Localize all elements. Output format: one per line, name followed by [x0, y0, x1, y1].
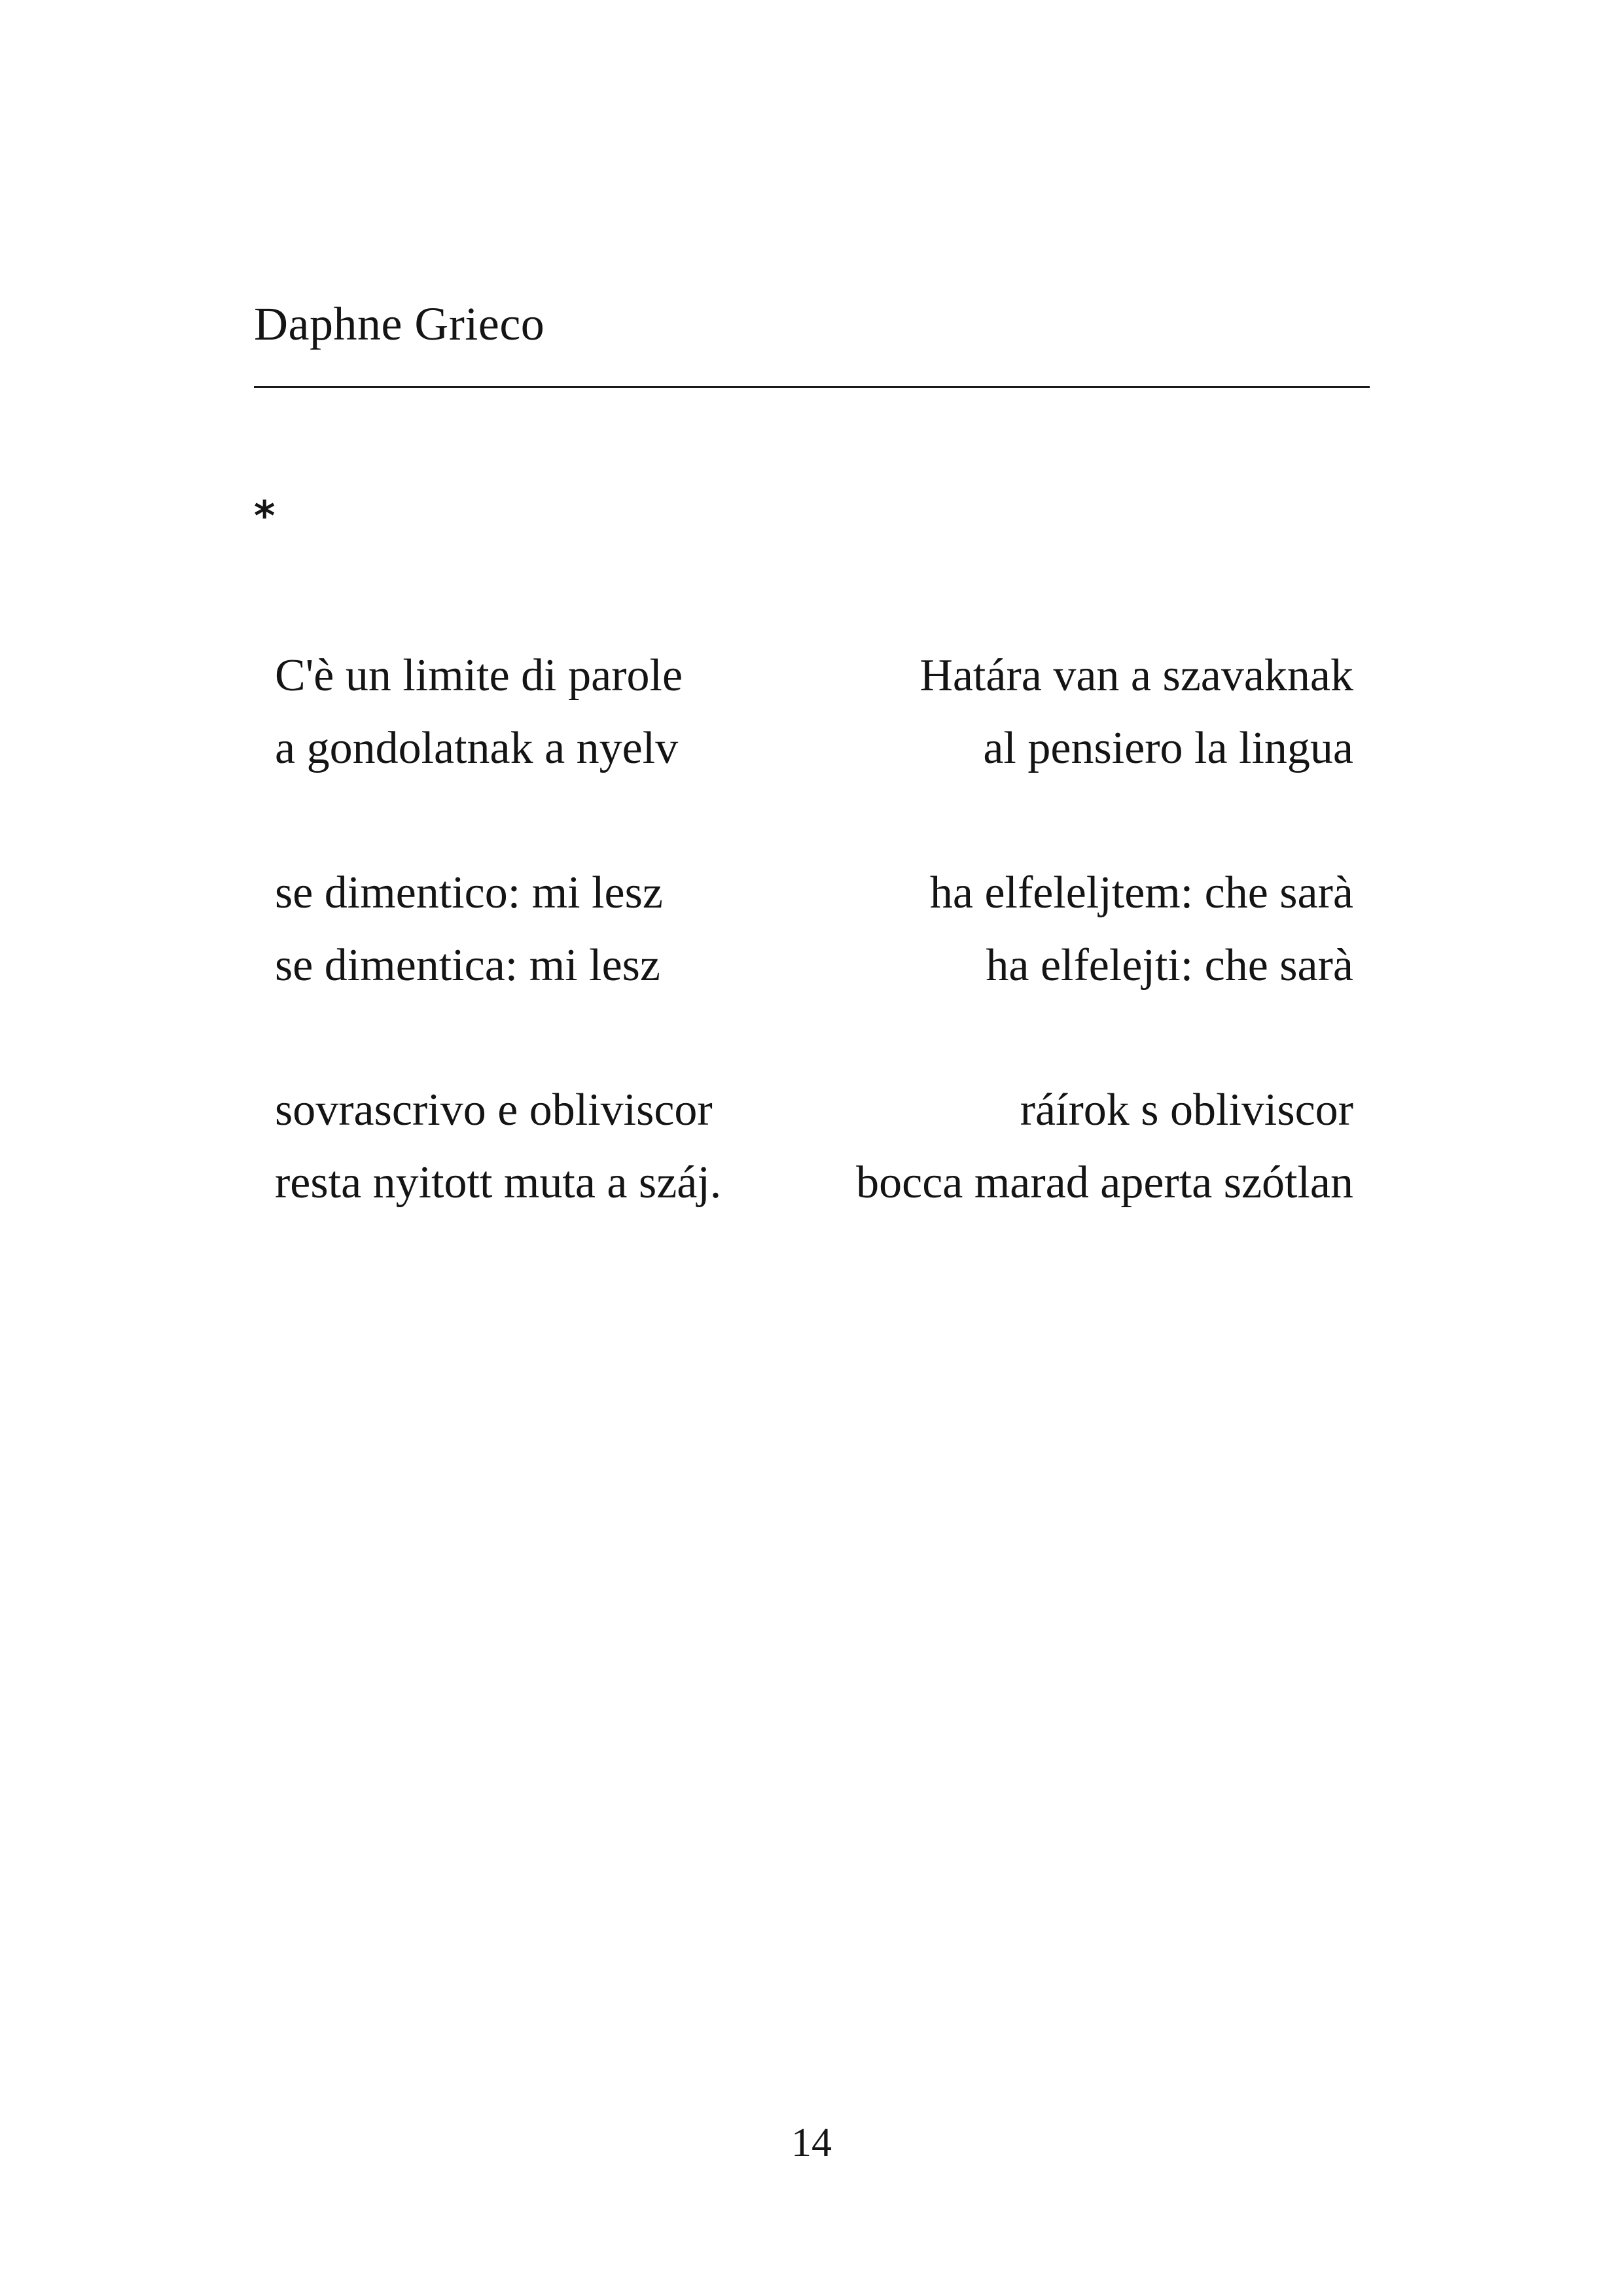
- poem-line: Határa van a szavaknak: [919, 650, 1353, 701]
- poem-line: C'è un limite di parole: [275, 650, 683, 701]
- stanza: [856, 1082, 1353, 1227]
- page-number: 14: [791, 2121, 832, 2165]
- poem-line: se dimentica: mi lesz: [275, 940, 660, 991]
- stanza: [275, 865, 721, 1010]
- poem-line: sovrascrivo e obliviscor: [275, 1085, 713, 1135]
- poem-left-column: [275, 648, 721, 1227]
- stanza: [856, 865, 1353, 1010]
- poem-line: al pensiero la lingua: [983, 723, 1353, 773]
- poem-line: resta nyitott muta a száj.: [275, 1157, 722, 1208]
- section-asterisk: *: [254, 492, 276, 540]
- stanza: [856, 648, 1353, 793]
- poem-line: se dimentico: mi lesz: [275, 868, 663, 918]
- header-rule: [254, 386, 1370, 388]
- stanza: [275, 1082, 721, 1227]
- poem-line: ha elfelejti: che sarà: [986, 940, 1353, 991]
- poem-line: ráírok s obliviscor: [1020, 1085, 1353, 1135]
- author-running-head: Daphne Grieco: [254, 298, 545, 350]
- stanza: [275, 648, 721, 793]
- poem-right-column: [856, 648, 1353, 1227]
- poem-line: a gondolatnak a nyelv: [275, 723, 679, 773]
- poem-line: bocca marad aperta szótlan: [856, 1157, 1353, 1208]
- poem-line: ha elfeleljtem: che sarà: [929, 868, 1353, 918]
